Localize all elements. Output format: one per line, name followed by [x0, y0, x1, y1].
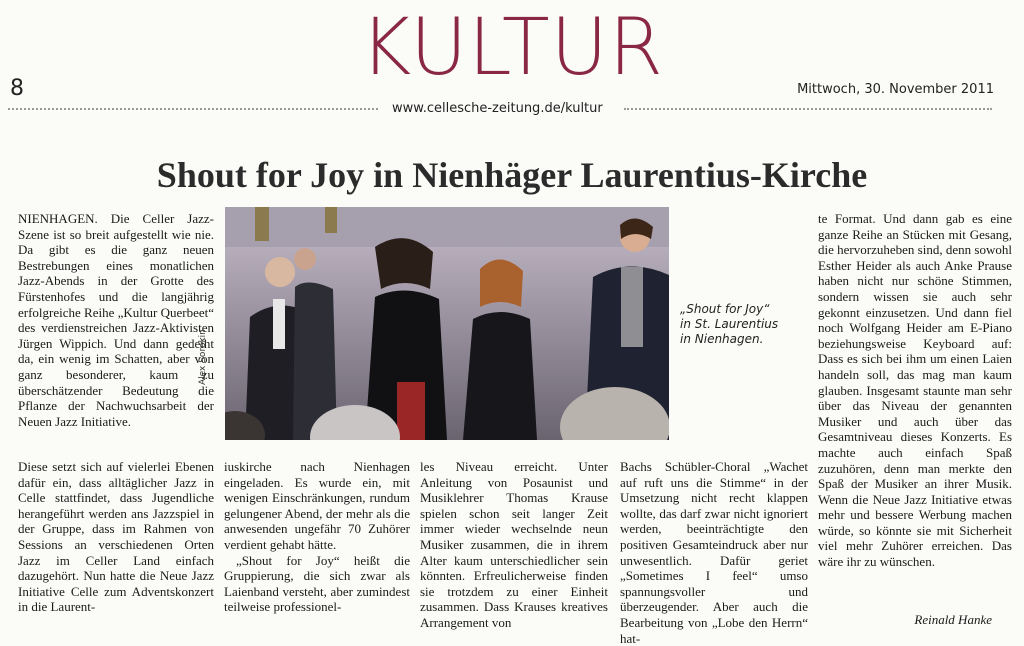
- article-column-1-bottom: [18, 459, 214, 615]
- article-author: Reinald Hanke: [914, 612, 992, 627]
- caption-line-2: in St. Laurentius: [680, 317, 779, 331]
- photo-caption: [680, 302, 778, 347]
- issue-date: Mittwoch, 30. November 2011: [797, 82, 994, 97]
- article-column-2: [224, 459, 410, 615]
- section-url[interactable]: www.cellesche-zeitung.de/kultur: [392, 101, 603, 116]
- paragraph-body-2: iuskirche nach Nienhagen eingeladen. Es wurde ein, mit wenigen Einschränkungen, rundum gelungener Abend, der mehr als die anwesenden ungefähr 70 Zuhörer verdient gehabt hätte.: [224, 459, 410, 552]
- caption-line-1: „Shout for Joy“: [680, 302, 770, 316]
- photo-credit: Alex Sorokin: [198, 329, 208, 385]
- article-column-1-top: [18, 211, 214, 429]
- page-number: 8: [10, 76, 24, 101]
- paragraph-body-4: les Niveau erreicht. Unter Anleitung von Posaunist und Musiklehrer Thomas Krause spielen schon seit langer Zeit immer wieder wechselnde neun Musiker zusammen, die in ihrem Alter kaum unterschiedlicher sein könnten. Erfreulicherweise finden sie trotzdem zu einer Einheit zusammen. Dass Krauses kreatives Arrangement von: [420, 459, 608, 630]
- paragraph-body-6: te Format. Und dann gab es eine ganze Reihe an Stücken mit Gesang, die hervorzuheben sind, denn sowohl Esther Heider als auch Anke Prause haben nicht nur schöne Stimmen, sondern wissen sie auch sehr gekonnt einzusetzen. Und dann fiel noch Wolfgang Heider am E-Piano beziehungsweise Keyboard auf: Dass es sich bei ihm um einen Laien handeln soll, das mag man kaum glauben. Insgesamt staunte man sehr über das Niveau der genannten Musiker und auch über das Gesamtniveau dieses Konzerts. Es machte auch einfach Spaß zuzuhören, denn man merkte den Spaß der Musiker an ihrer Musik. Wenn die Neue Jazz Initiative etwas mehr und bessere Werbung machen würde, so könnte sie mit Sicherheit viel mehr Zuhörer erreichen. Das wäre ihr zu wünschen.: [818, 211, 1012, 570]
- article-column-4: [620, 459, 808, 646]
- article-headline: Shout for Joy in Nienhäger Laurentius-Kirche: [156, 155, 868, 195]
- concert-photo-illustration: [225, 207, 669, 440]
- section-title: KULTUR: [360, 3, 664, 93]
- divider-left: [8, 108, 378, 110]
- paragraph-body-5: Bachs Schübler-Choral „Wachet auf ruft uns die Stimme“ in der Umsetzung nicht recht klappen wollte, das darf zwar nicht ignoriert werden, beeinträchtigte den positiven Gesamteindruck aber nur unwesentlich. Dafür geriet „Sometimes I feel“ umso spannungsvoller und überzeugender. Aber auch die Bearbeitung von „Lobe den Herrn“ hat-: [620, 459, 808, 646]
- divider-right: [624, 108, 992, 110]
- article-photo: [225, 207, 669, 440]
- paragraph-body-1: Diese setzt sich auf vielerlei Ebenen dafür ein, dass alltäglicher Jazz in Celle stattfindet, dass Jugendliche herangeführt werden ans Jazzspiel in der Gruppe, dass im Rahmen von Sessions an verschiedenen Orten Jazz im Celler Land einfach dazugehört. Nun hatte die Neue Jazz Initiative Celle zum Adventskonzert in die Laurent-: [18, 459, 214, 615]
- paragraph-body-3: „Shout for Joy“ heißt die Gruppierung, die sich zwar als Laienband versteht, aber zumindest teilweise professionel-: [224, 552, 410, 615]
- article-column-3: [420, 459, 608, 631]
- article-column-5: [818, 211, 1012, 570]
- caption-line-3: in Nienhagen.: [680, 332, 764, 346]
- paragraph-intro: NIENHAGEN. Die Celler Jazz-Szene ist so breit aufgestellt wie nie. Da gibt es die ganz neuen Bestrebungen eines monatlichen Jazz-Abends in der Grotte des Fürstenhofes und die langjährig erfolgreiche Reihe „Kultur Querbeet“ des verdienstreichen Jazz-Aktivisten Jürgen Wippich. Und dann gedeiht da, ein wenig im Schatten, aber von ganz besonderer, kaum zu überschätzender Bedeutung die Pflanze der Nachwuchsarbeit der Neuen Jazz Initiative.: [18, 211, 214, 429]
